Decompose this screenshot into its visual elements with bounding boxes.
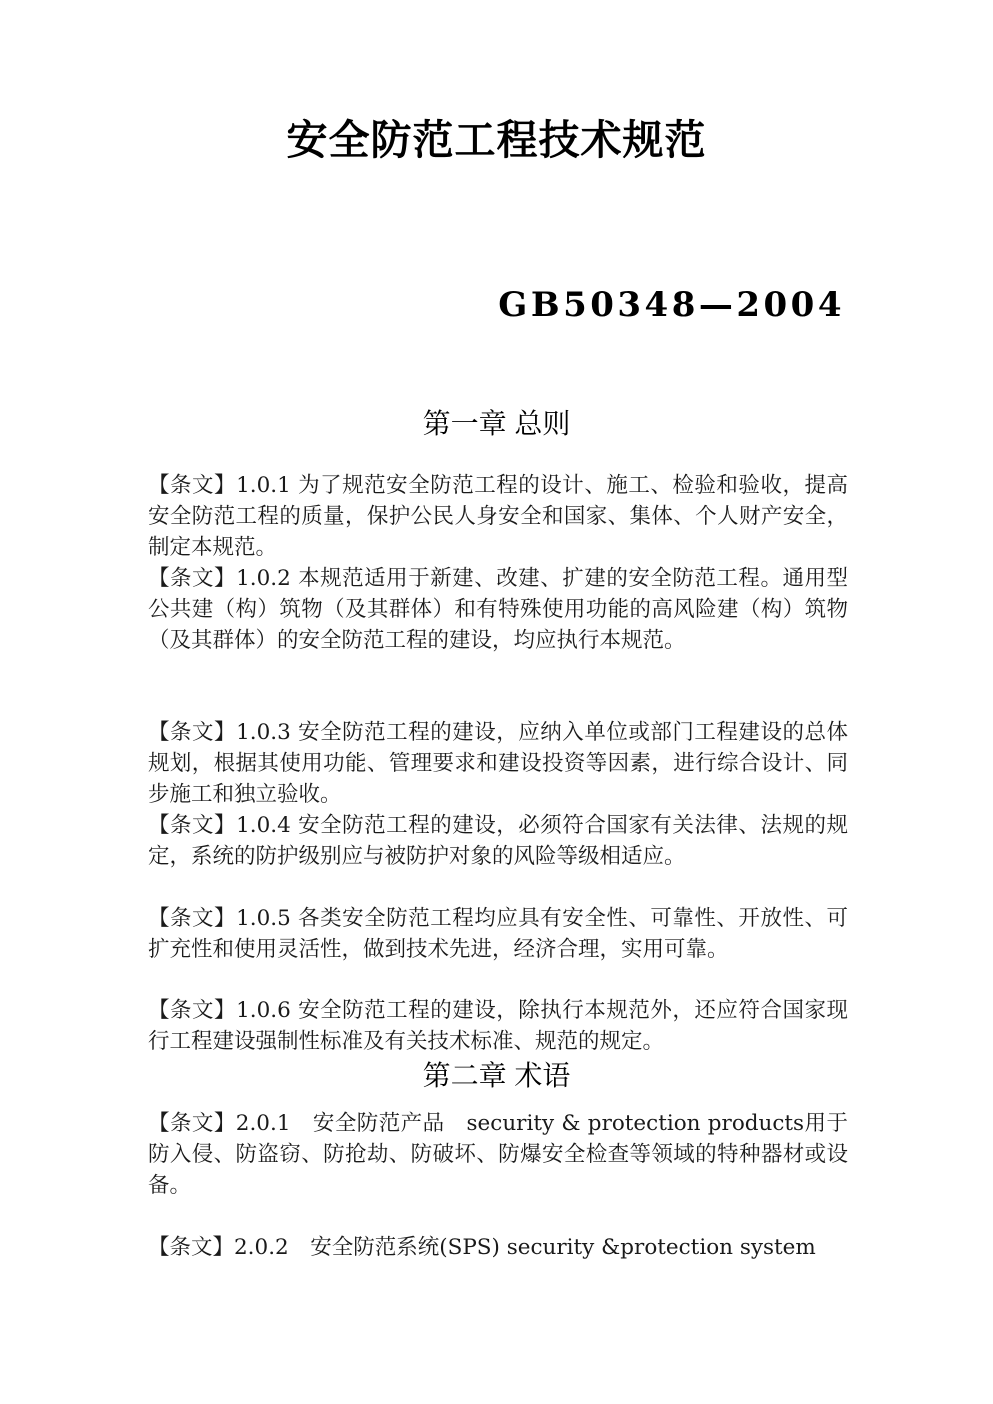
chapter-two-heading: 第二章 术语 [422,1060,571,1091]
clause-paragraph-1-0-3: 【条文】1.0.3 安全防范工程的建设，应纳入单位或部门工程建设的总体规划，根据其使用功能、管理要求和建设投资等因素，进行综合设计、同步施工和独立验收。 [148,720,848,808]
clause-paragraph-2-0-2: 【条文】2.0.2 安全防范系统(SPS) security &protection system [148,1235,816,1260]
clause-paragraph-1-0-4: 【条文】1.0.4 安全防范工程的建设，必须符合国家有关法律、法规的规定，系统的防护级别应与被防护对象的风险等级相适应。 [148,813,848,870]
clause-paragraph-1-0-1: 【条文】1.0.1 为了规范安全防范工程的设计、施工、检验和验收，提高安全防范工程的质量，保护公民人身安全和国家、集体、个人财产安全，制定本规范。 [148,473,848,561]
clause-paragraph-1-0-2: 【条文】1.0.2 本规范适用于新建、改建、扩建的安全防范工程。通用型公共建（构）筑物（及其群体）和有特殊使用功能的高风险建（构）筑物（及其群体）的安全防范工程的建设，均应执行本规范。 [148,566,848,654]
clause-paragraph-2-0-1: 【条文】2.0.1 安全防范产品 security & protection products用于防入侵、防盗窃、防抢劫、防破坏、防爆安全检查等领域的特种器材或设备。 [148,1111,848,1199]
chapter-one-heading: 第一章 总则 [422,408,571,439]
clause-paragraph-1-0-6: 【条文】1.0.6 安全防范工程的建设，除执行本规范外，还应符合国家现行工程建设强制性标准及有关技术标准、规范的规定。 [148,998,848,1055]
document-title: 安全防范工程技术规范 [286,116,707,164]
clause-paragraph-1-0-5: 【条文】1.0.5 各类安全防范工程均应具有安全性、可靠性、开放性、可扩充性和使用灵活性，做到技术先进，经济合理，实用可靠。 [148,906,848,963]
standard-number: GB50348—2004 [498,285,845,325]
